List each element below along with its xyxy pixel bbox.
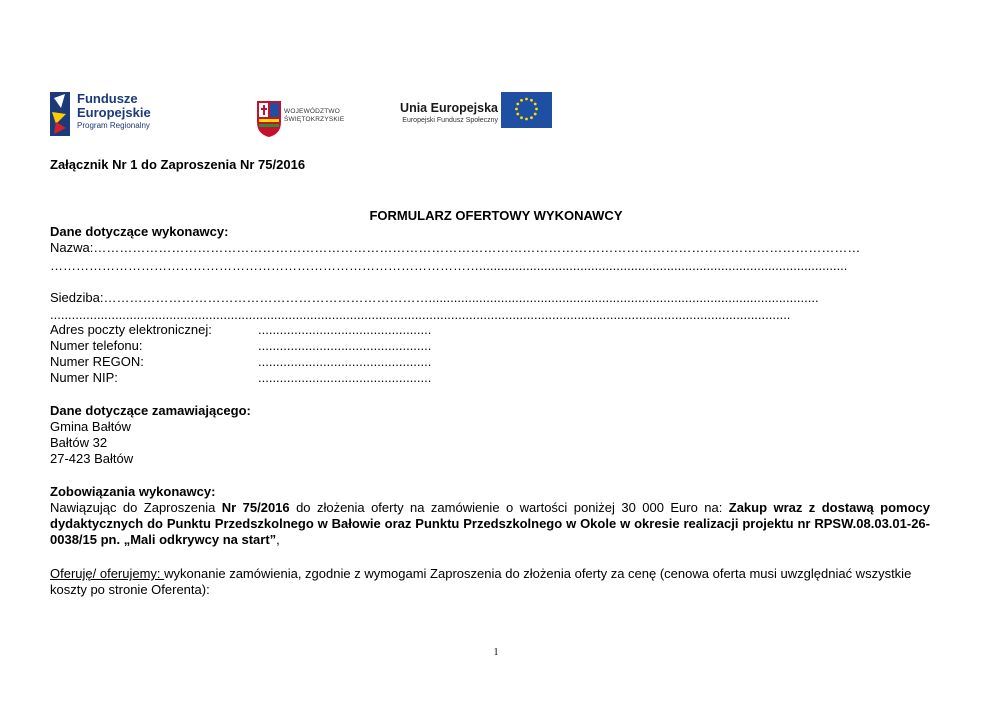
nip-label: Numer NIP: [50, 370, 118, 385]
contractor-seat-field[interactable]: Siedziba:…………………………………………………………………............................................................................................................ [50, 290, 819, 305]
email-field[interactable]: ................................................ [258, 322, 432, 337]
page-number: 1 [493, 647, 499, 658]
phone-row [50, 338, 431, 354]
obligations-heading: Zobowiązania wykonawcy: [50, 484, 216, 499]
regon-field[interactable]: ................................................ [258, 354, 432, 369]
contractor-name-field-continued[interactable]: ………………………………………………………………………………………...................................................................................................... [50, 258, 848, 273]
swietokrzyskie-text: WOJEWÓDZTWO ŚWIĘTOKRZYSKIE [284, 108, 345, 123]
client-address: Bałtów 32 [50, 435, 108, 450]
contractor-heading: Dane dotyczące wykonawcy: [50, 224, 229, 239]
nip-row [50, 370, 431, 386]
eu-flag-icon [501, 92, 552, 128]
phone-field[interactable]: ................................................ [258, 338, 432, 353]
client-postal: 27-423 Bałtów [50, 451, 134, 466]
logo-bar [50, 86, 570, 141]
swietokrzyskie-crest-icon [256, 100, 282, 138]
client-heading: Dane dotyczące zamawiającego: [50, 403, 251, 418]
nip-field[interactable]: ................................................ [258, 370, 432, 385]
fundusze-europejskie-text: Fundusze Europejskie Program Regionalny [77, 91, 151, 130]
offer-paragraph: Oferuję/ oferujemy: wykonanie zamówienia, zgodnie z wymogami Zaproszenia do złożenia oferty za cenę (cenowa oferta musi uwzględniać wszystkie koszty po stronie Oferenta): [50, 566, 912, 597]
regon-row [50, 354, 431, 370]
email-label: Adres poczty elektronicznej: [50, 322, 212, 337]
obligations-paragraph: Nawiązując do Zaproszenia Nr 75/2016 do złożenia oferty na zamówienie o wartości poniżej 30 000 Euro na: Zakup wraz z dostawą pomocy dydaktycznych do Punktu Przedszkolnego w Bałowie oraz Punktu Przedszkolnego w Okole w okresie realizacji projektu nr RPSW.08.03.01-26-0038/15 pn. „Mali odkrywcy na start”, [50, 500, 930, 547]
offer-lead: Oferuję/ oferujemy: [50, 566, 165, 581]
fundusze-europejskie-logo [50, 88, 72, 140]
page-title: FORMULARZ OFERTOWY WYKONAWCY [369, 208, 623, 223]
unia-europejska-text: Unia Europejska Europejski Fundusz Społeczny [400, 101, 498, 124]
client-name: Gmina Bałtów [50, 419, 131, 434]
phone-label: Numer telefonu: [50, 338, 143, 353]
annex-label: Załącznik Nr 1 do Zaproszenia Nr 75/2016 [50, 157, 306, 172]
email-row [50, 322, 431, 338]
regon-label: Numer REGON: [50, 354, 144, 369]
contractor-name-field[interactable]: Nazwa:…………………………………………………………………………………………………………………………………………………………… [50, 240, 861, 255]
contractor-seat-field-continued[interactable]: ............................................................................................................................................................................................................. [50, 307, 791, 322]
